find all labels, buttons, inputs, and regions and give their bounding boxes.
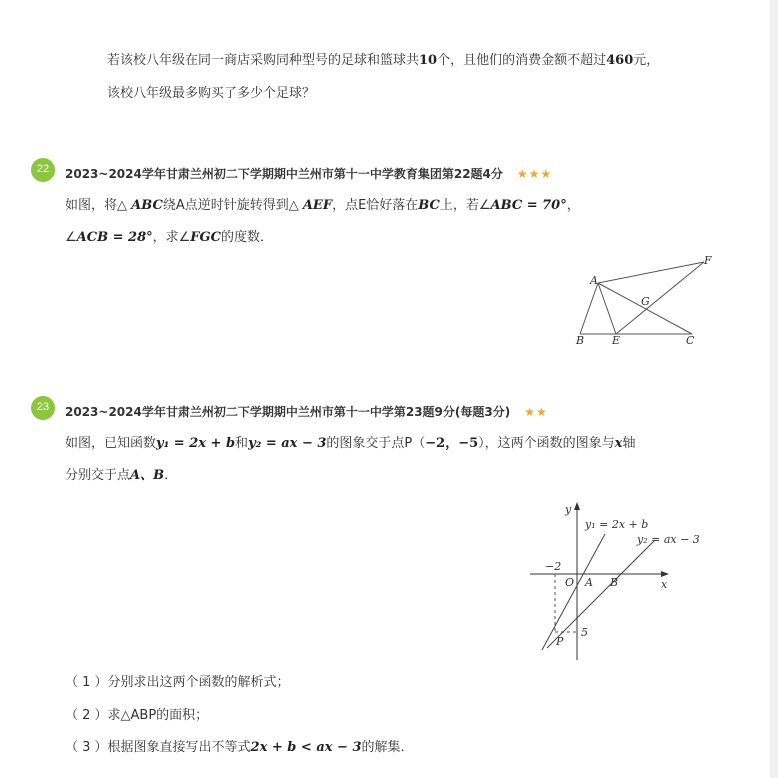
- label-minus-2: −2: [545, 560, 562, 573]
- axis-label-y: y: [565, 503, 572, 516]
- q23-part-1: （ 1 ）分别求出这两个函数的解析式；: [65, 675, 290, 690]
- q22-title[interactable]: 2023~2024学年甘肃兰州初二下学期期中兰州市第十一中学教育集团第22题4分 ★★★: [65, 167, 553, 181]
- difficulty-stars: ★★: [524, 405, 548, 419]
- q22-figure: [570, 250, 720, 350]
- question-number-badge-23: 23: [31, 396, 55, 420]
- label-5: 5: [581, 626, 588, 639]
- label-O: O: [565, 576, 575, 589]
- q23-line-2: 分别交于点A、B．: [65, 468, 178, 483]
- q23-title[interactable]: 2023~2024学年甘肃兰州初二下学期期中兰州市第十一中学第23题9分(每题3分) ★★: [65, 405, 548, 419]
- q23-part-3: （ 3 ）根据图象直接写出不等式2x + b < ax − 3的解集．: [65, 740, 414, 755]
- label-B: B: [576, 334, 585, 347]
- q22-line-1: 如图，将△ ABC绕A点逆时针旋转得到△ AEF，点E恰好落在BC上，若∠ABC = 70°，: [65, 198, 580, 213]
- q23-figure: [525, 500, 715, 665]
- label-E: E: [612, 334, 621, 347]
- q21-num-460: 460: [606, 53, 634, 68]
- label-B: B: [610, 576, 619, 589]
- label-G: G: [641, 295, 650, 308]
- q21-line-2: 该校八年级最多购买了多少个足球？: [107, 86, 316, 101]
- axis-label-x: x: [661, 578, 668, 591]
- scrollbar[interactable]: [770, 0, 778, 778]
- q22-line-2: ∠ACB = 28°，求∠FGC的度数．: [65, 230, 273, 245]
- label-A: A: [585, 576, 593, 589]
- label-C: C: [686, 334, 695, 347]
- q21-line-1: 若该校八年级在同一商店采购同种型号的足球和篮球共10个，且他们的消费金额不超过460元，: [107, 53, 660, 68]
- label-P: P: [556, 635, 564, 648]
- label-line-y2: y₂ = ax − 3: [637, 533, 700, 546]
- question-number-badge-22: 22: [31, 158, 55, 182]
- q21-num-10: 10: [419, 53, 438, 68]
- q23-part-2: （ 2 ）求△ABP的面积；: [65, 708, 209, 723]
- label-A: A: [590, 274, 598, 287]
- q23-line-1: 如图，已知函数y₁ = 2x + b和y₂ = ax − 3的图象交于点P（−2，−5），这两个函数的图象与x轴: [65, 436, 636, 451]
- difficulty-stars: ★★★: [516, 167, 553, 181]
- label-line-y1: y₁ = 2x + b: [585, 518, 649, 531]
- label-F: F: [704, 254, 712, 267]
